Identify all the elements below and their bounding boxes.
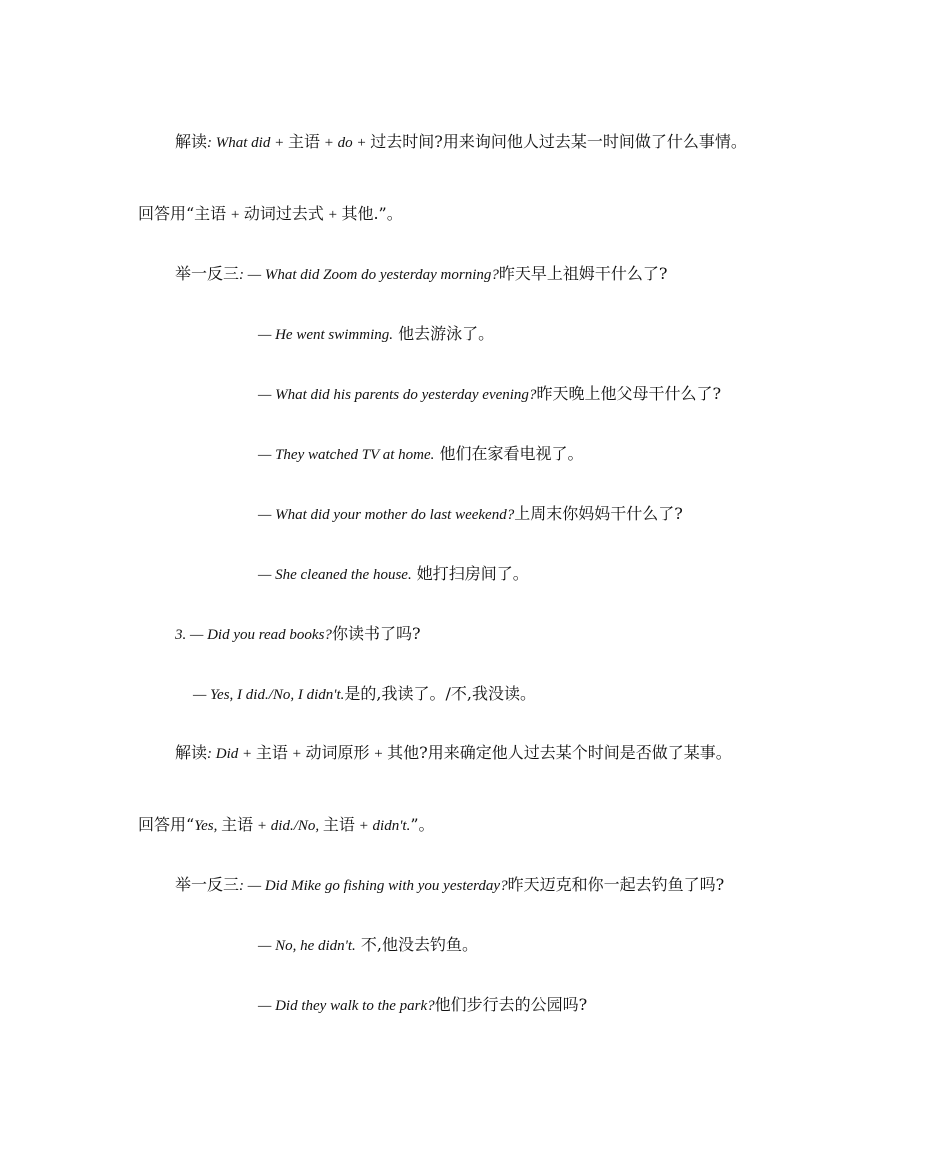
- cn-text: 不,他没去钓鱼。: [355, 935, 478, 954]
- section-3-question: [175, 624, 421, 645]
- cn-text: 他去游泳了。: [393, 324, 495, 343]
- example-line: [258, 564, 529, 585]
- cn-text: 主语: [221, 815, 254, 834]
- en-text: +: [226, 207, 244, 223]
- explanation-line-1: [175, 132, 747, 153]
- en-text: — Yes, I did./No, I didn't.: [193, 687, 345, 703]
- en-text: : What did +: [207, 135, 288, 151]
- cn-text: 解读: [175, 132, 208, 151]
- cn-text: 是的,我读了。/不,我没读。: [344, 684, 536, 703]
- en-text: + do +: [319, 135, 371, 151]
- cn-text: 主语: [287, 132, 320, 151]
- cn-text: 你读书了吗?: [331, 624, 421, 643]
- example-line: [258, 995, 587, 1016]
- cn-text: 解读: [175, 743, 208, 762]
- en-text: Yes,: [194, 818, 222, 834]
- cn-text: 回答用“: [138, 815, 195, 834]
- en-text: — Did they walk to the park?: [258, 998, 435, 1014]
- cn-text: 动词过去式: [243, 204, 324, 223]
- en-text: + didn't.: [354, 818, 411, 834]
- cn-text: 其他?用来确定他人过去某个时间是否做了某事。: [387, 743, 732, 762]
- cn-text: 回答用“主语: [138, 204, 227, 223]
- en-text: +: [323, 207, 342, 223]
- cn-text: 其他.”。: [341, 204, 403, 223]
- example-line: [258, 935, 478, 956]
- cn-text: 昨天晚上他父母干什么了?: [536, 384, 722, 403]
- cn-text: 昨天早上祖姆干什么了?: [498, 264, 668, 283]
- cn-text: 主语: [322, 815, 355, 834]
- cn-text: 主语: [255, 743, 288, 762]
- cn-text: 他们在家看电视了。: [434, 444, 584, 463]
- cn-text: 她打扫房间了。: [411, 564, 529, 583]
- cn-text: 动词原形: [305, 743, 370, 762]
- en-text: — She cleaned the house.: [258, 567, 412, 583]
- cn-text: 他们步行去的公园吗?: [434, 995, 588, 1014]
- en-text: : — Did Mike go fishing with you yesterday?: [239, 878, 508, 894]
- answer-rule-line-2: [138, 815, 435, 836]
- cn-text: 举一反三: [175, 264, 240, 283]
- cn-text: 举一反三: [175, 875, 240, 894]
- en-text: — He went swimming.: [258, 327, 393, 343]
- example-line: [258, 444, 583, 465]
- cn-text: ”。: [410, 815, 435, 834]
- en-text: — They watched TV at home.: [258, 447, 435, 463]
- en-text: — What did your mother do last weekend?: [258, 507, 515, 523]
- en-text: : Did +: [207, 746, 256, 762]
- cn-text: 过去时间?用来询问他人过去某一时间做了什么事情。: [370, 132, 747, 151]
- en-text: : — What did Zoom do yesterday morning?: [239, 267, 499, 283]
- example-line: [258, 504, 683, 525]
- section-3-answer: [193, 684, 536, 705]
- example-header-1: [175, 264, 667, 285]
- en-text: +: [369, 746, 388, 762]
- en-text: — No, he didn't.: [258, 938, 356, 954]
- cn-text: 上周末你妈妈干什么了?: [514, 504, 683, 523]
- en-text: 3. — Did you read books?: [175, 627, 332, 643]
- example-header-2: [175, 875, 724, 896]
- en-text: + did./No,: [253, 818, 323, 834]
- answer-rule-line-1: [138, 204, 403, 225]
- example-line: [258, 324, 494, 345]
- en-text: — What did his parents do yesterday evening?: [258, 387, 537, 403]
- explanation-line-2: [175, 743, 732, 764]
- example-line: [258, 384, 721, 405]
- en-text: +: [287, 746, 306, 762]
- cn-text: 昨天迈克和你一起去钓鱼了吗?: [507, 875, 725, 894]
